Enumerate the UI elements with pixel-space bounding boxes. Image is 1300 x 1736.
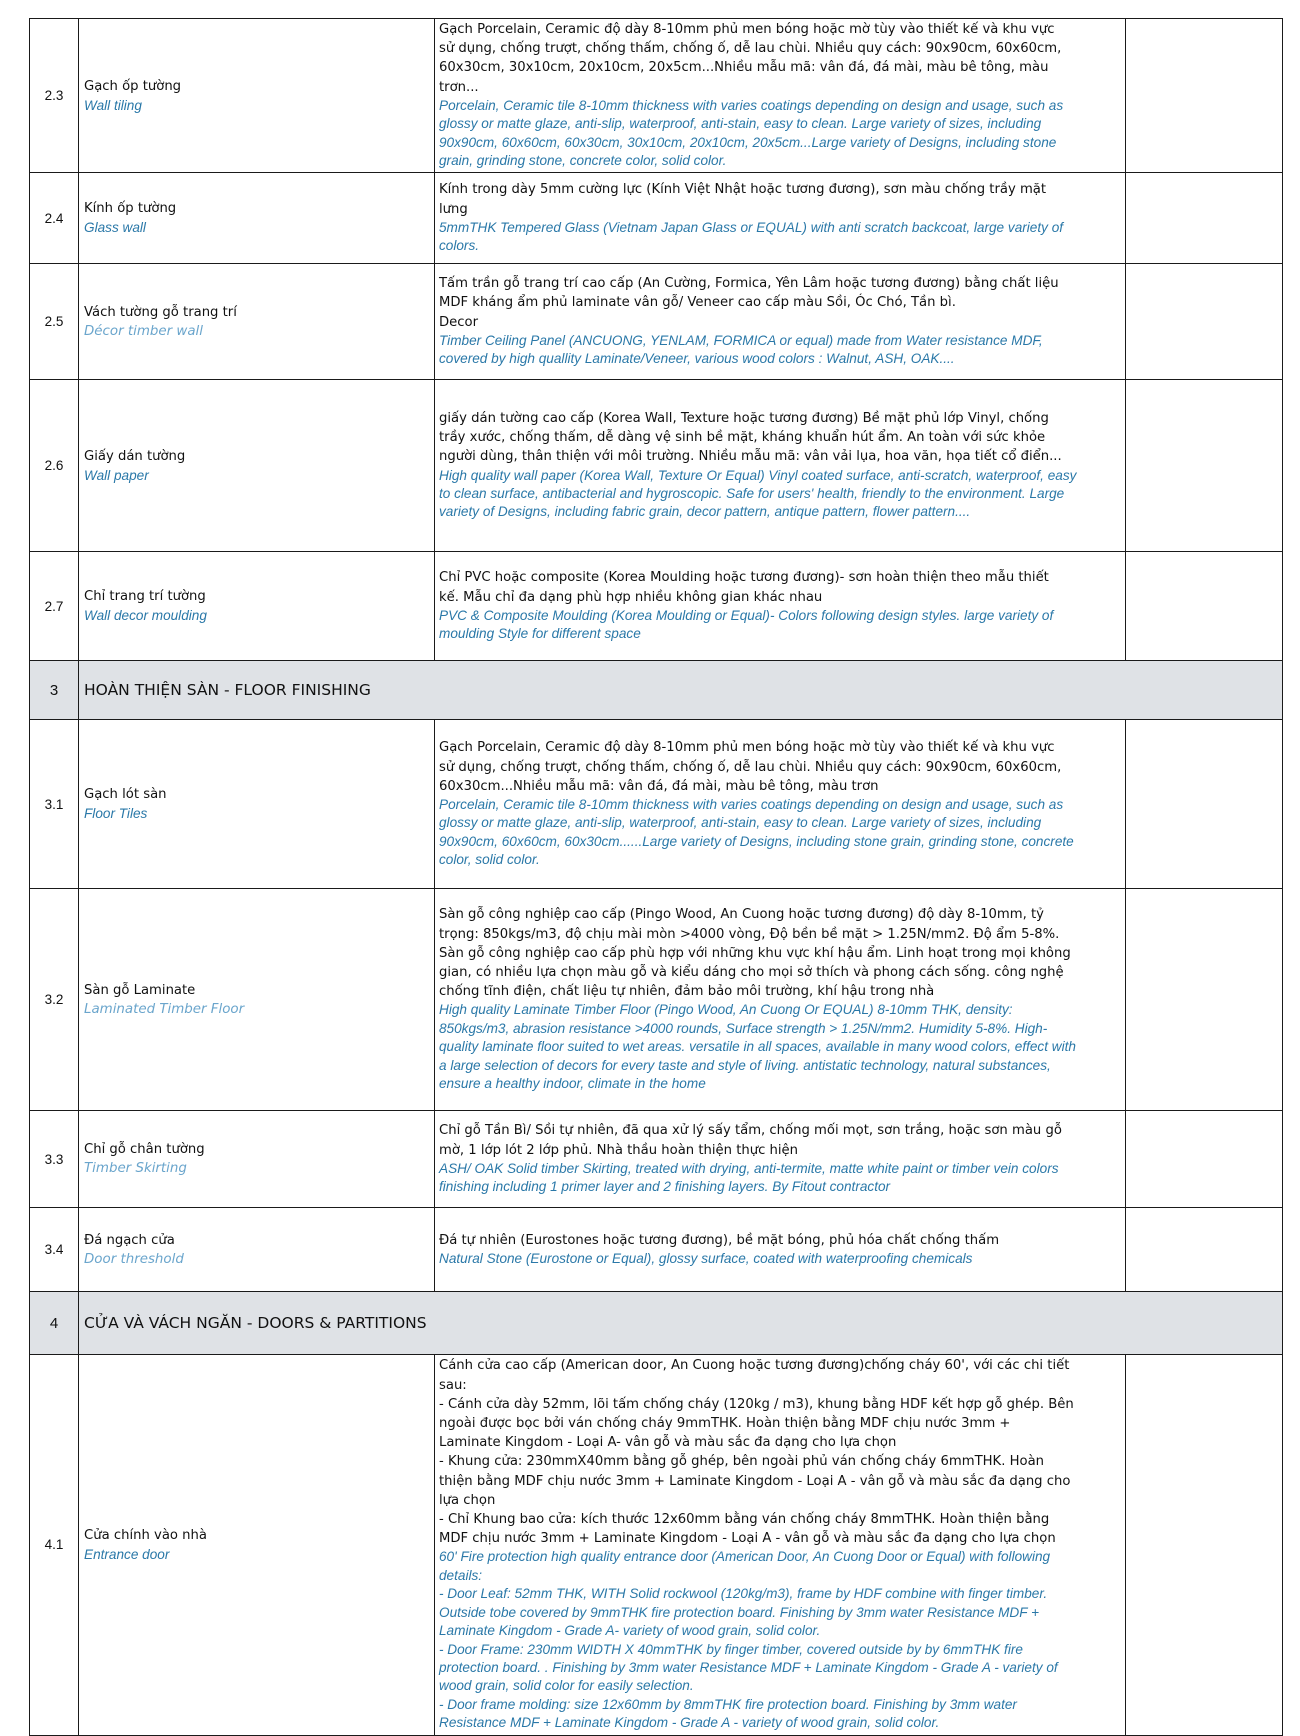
description-vn <box>439 738 1121 796</box>
description-line: Gạch Porcelain, Ceramic độ dày 8-10mm phủ men bóng hoặc mờ tùy vào thiết kế và khu vực <box>439 22 1055 37</box>
item-description <box>435 1111 1126 1208</box>
section-number: 4 <box>30 1292 79 1355</box>
item-name-cell <box>79 264 435 380</box>
description-line: MDF kháng ẩm phủ laminate vân gỗ/ Veneer cao cấp màu Sồi, Óc Chó, Tần bì. <box>439 295 956 311</box>
item-number: 3.3 <box>30 1111 79 1208</box>
description-en <box>439 607 1121 644</box>
item-number: 2.7 <box>30 552 79 661</box>
item-description <box>435 1208 1126 1292</box>
description-line: Sàn gỗ công nghiệp cao cấp phù hợp với những khu vực khí hậu ẩm. Linh hoạt trong mọi không <box>439 945 1071 961</box>
description-vn <box>439 20 1121 97</box>
description-line: finishing including 1 primer layer and 2 finishing layers. By Fitout contractor <box>439 1179 891 1195</box>
description-en <box>439 332 1121 369</box>
section-header-row <box>30 1292 1283 1355</box>
description-vn <box>439 1356 1121 1548</box>
description-line: trầy xước, chống thấm, dễ dàng vệ sinh bề mặt, kháng khuẩn hút ẩm. An toàn với sức khỏe <box>439 430 1046 446</box>
item-name-cell <box>79 1208 435 1292</box>
description-line: trơn... <box>439 79 479 95</box>
description-line: Timber Ceiling Panel (ANCUONG, YENLAM, FORMICA or equal) made from Water resistance MDF, <box>439 332 1043 348</box>
spec-row <box>30 720 1283 889</box>
description-line: covered by high quallity Laminate/Veneer, various wood colors : Walnut, ASH, OAK.... <box>439 351 955 367</box>
note-cell <box>1126 1111 1283 1208</box>
description-en <box>439 1001 1121 1093</box>
description-line: 5mmTHK Tempered Glass (Vietnam Japan Glass or EQUAL) with anti scratch backcoat, large variety of <box>439 219 1064 235</box>
description-line: glossy or matte glaze, anti-slip, waterproof, anti-stain, easy to clean. Large variety of sizes, including <box>439 815 1042 831</box>
description-line: High quality Laminate Timber Floor (Pingo Wood, An Cuong Or EQUAL) 8-10mm THK, density: <box>439 1002 1013 1018</box>
description-en <box>439 97 1121 171</box>
description-line: lưng <box>439 201 468 217</box>
spec-row <box>30 173 1283 264</box>
item-name-vn: Kính ốp tường <box>84 201 177 217</box>
description-en <box>439 1160 1121 1197</box>
item-name-cell <box>79 720 435 889</box>
description-vn <box>439 1121 1121 1159</box>
description-line: variety of Designs, including fabric grain, decor pattern, antique pattern, flower pattern.... <box>439 504 971 520</box>
item-name-en: Floor Tiles <box>84 806 148 822</box>
item-description <box>435 264 1126 380</box>
description-line: - Door Frame: 230mm WIDTH X 40mmTHK by finger timber, covered outside by by 6mmTHK fire <box>439 1641 1023 1657</box>
description-line: Resistance MDF + Laminate Kingdom - Grade A - variety of wood grain, solid color. <box>439 1715 940 1731</box>
note-cell <box>1126 889 1283 1111</box>
description-line: 60' Fire protection high quality entrance door (American Door, An Cuong Door or Equal) with following <box>439 1549 1051 1565</box>
description-line: Chỉ PVC hoặc composite (Korea Moulding hoặc tương đương)- sơn hoàn thiện theo mẫu thiết <box>439 570 1049 586</box>
description-line: Decor <box>439 314 479 330</box>
spec-row <box>30 380 1283 552</box>
item-name-en: Glass wall <box>84 220 146 236</box>
description-line: ngoài được bọc bởi ván chống cháy 9mmTHK. Hoàn thiện bằng MDF chịu nước 3mm + <box>439 1416 1011 1432</box>
description-line: wood grain, solid color for easily selection. <box>439 1678 694 1694</box>
description-line: ensure a healthy indoor, climate in the home <box>439 1076 706 1092</box>
description-en <box>439 1250 1121 1268</box>
item-name-vn: Chỉ gỗ chân tường <box>84 1142 205 1158</box>
description-vn <box>439 409 1121 467</box>
section-number: 3 <box>30 661 79 720</box>
description-line: Cánh cửa cao cấp (American door, An Cuong hoặc tương đương)chống cháy 60', với các chi tiết <box>439 1358 1070 1374</box>
description-line: người dùng, thân thiện với môi trường. Nhiều mẫu mã: vân vải lụa, hoa văn, họa tiết cổ điển... <box>439 449 1062 465</box>
note-cell <box>1126 1208 1283 1292</box>
item-name-en: Wall decor moulding <box>84 608 207 624</box>
description-line: - Door Leaf: 52mm THK, WITH Solid rockwool (120kg/m3), frame by HDF combine with finger timber. <box>439 1586 1048 1602</box>
item-name-cell <box>79 889 435 1111</box>
item-description <box>435 889 1126 1111</box>
item-number: 4.1 <box>30 1355 79 1735</box>
item-description <box>435 720 1126 889</box>
item-name-cell <box>79 173 435 264</box>
description-en <box>439 1548 1121 1732</box>
note-cell <box>1126 552 1283 661</box>
note-cell <box>1126 264 1283 380</box>
description-line: ASH/ OAK Solid timber Skirting, treated with drying, anti-termite, matte white paint or timber vein colors <box>439 1160 1059 1176</box>
description-line: trọng: 850kgs/m3, độ chịu mài mòn >4000 vòng, Độ bền bề mặt > 1.25N/mm2. Độ ẩm 5-8%. <box>439 926 1060 942</box>
spec-row <box>30 889 1283 1111</box>
item-number: 3.1 <box>30 720 79 889</box>
item-name-cell <box>79 19 435 173</box>
description-line: lựa chọn <box>439 1492 496 1508</box>
description-vn <box>439 905 1121 1001</box>
description-en <box>439 796 1121 870</box>
spec-row <box>30 264 1283 380</box>
item-name-en: Laminated Timber Floor <box>84 1001 245 1017</box>
item-name-vn: Đá ngạch cửa <box>84 1232 175 1248</box>
spec-sheet <box>29 18 1282 1736</box>
description-line: 90x90cm, 60x60cm, 60x30cm......Large variety of Designs, including stone grain, grinding stone, concrete <box>439 833 1074 849</box>
description-line: kế. Mẫu chỉ đa dạng phù hợp nhiều không gian khác nhau <box>439 589 823 605</box>
description-line: glossy or matte glaze, anti-slip, waterproof, anti-stain, easy to clean. Large variety of sizes, including <box>439 116 1042 132</box>
section-title: CỬA VÀ VÁCH NGĂN - DOORS & PARTITIONS <box>79 1292 1283 1355</box>
item-name-cell <box>79 1355 435 1735</box>
item-name-vn: Gạch ốp tường <box>84 78 182 94</box>
spec-row <box>30 552 1283 661</box>
description-en <box>439 219 1121 256</box>
item-name-vn: Sàn gỗ Laminate <box>84 982 196 998</box>
description-line: gian, có nhiều lựa chọn màu gỗ và kiểu dáng cho mọi sở thích và phong cách sống. công nghệ <box>439 965 1064 981</box>
item-name-vn: Chỉ trang trí tường <box>84 589 206 605</box>
description-line: sử dụng, chống trượt, chống thấm, chống ố, dễ lau chùi. Nhiều quy cách: 90x90cm, 60x60cm, <box>439 41 1062 57</box>
description-line: protection board. . Finishing by 3mm water Resistance MDF + Laminate Kingdom - Grade A - variety of <box>439 1659 1058 1675</box>
item-name-en: Timber Skirting <box>84 1161 187 1177</box>
description-line: Porcelain, Ceramic tile 8-10mm thickness with varies coatings depending on design and usage, such as <box>439 796 1064 812</box>
description-line: thiện bằng MDF chịu nước 3mm + Laminate Kingdom - Loại A - vân gỗ và màu sắc đa dạng cho <box>439 1473 1071 1489</box>
item-number: 2.5 <box>30 264 79 380</box>
description-vn <box>439 1231 1121 1250</box>
description-line: Natural Stone (Eurostone or Equal), glossy surface, coated with waterproofing chemicals <box>439 1250 973 1266</box>
finishing-spec-table <box>29 18 1283 1736</box>
note-cell <box>1126 1355 1283 1735</box>
description-line: Laminate Kingdom - Grade A- variety of wood grain, solid color. <box>439 1623 821 1639</box>
description-line: Sàn gỗ công nghiệp cao cấp (Pingo Wood, An Cuong hoặc tương đương) độ dày 8-10mm, tỷ <box>439 907 1044 923</box>
description-line: High quality wall paper (Korea Wall, Texture Or Equal) Vinyl coated surface, anti-scratch, waterproof, easy <box>439 467 1077 483</box>
item-name-cell <box>79 380 435 552</box>
description-line: Kính trong dày 5mm cường lực (Kính Việt Nhật hoặc tương đương), sơn màu chống trầy mặt <box>439 182 1047 198</box>
description-line: Đá tự nhiên (Eurostones hoặc tương đương), bề mặt bóng, phủ hóa chất chống thấm <box>439 1232 1000 1248</box>
item-name-vn: Cửa chính vào nhà <box>84 1527 207 1543</box>
description-line: grain, grinding stone, concrete color, solid color. <box>439 153 727 169</box>
description-line: 90x90cm, 60x60cm, 60x30cm, 30x10cm, 20x10cm, 20x5cm...Large variety of Designs, including stone <box>439 134 1057 150</box>
item-name-cell <box>79 1111 435 1208</box>
description-line: chống tĩnh điện, chất liệu tự nhiên, đảm bảo môi trường, khí hậu trong nhà <box>439 984 935 1000</box>
note-cell <box>1126 173 1283 264</box>
description-line: - Khung cửa: 230mmX40mm bằng gỗ ghép, bên ngoài phủ ván chống cháy 6mmTHK. Hoàn <box>439 1454 1045 1470</box>
description-line: PVC & Composite Moulding (Korea Moulding or Equal)- Colors following design styles. large variety of <box>439 607 1054 623</box>
description-line: moulding Style for different space <box>439 626 641 642</box>
description-vn <box>439 568 1121 606</box>
description-line: mờ, 1 lớp lót 2 lớp phủ. Nhà thầu hoàn thiện thực hiện <box>439 1142 799 1158</box>
item-description <box>435 380 1126 552</box>
description-line: giấy dán tường cao cấp (Korea Wall, Texture hoặc tương đương) Bề mặt phủ lớp Vinyl, chống <box>439 411 1049 427</box>
description-line: 850kgs/m3, abrasion resistance >4000 rounds, Surface strength > 1.25N/mm2. Humidity 5-8%. High- <box>439 1020 1048 1036</box>
description-line: quality laminate floor suited to wet areas. versatile in all spaces, available in many wood colors, effect with <box>439 1039 1076 1055</box>
item-number: 2.6 <box>30 380 79 552</box>
item-description <box>435 552 1126 661</box>
description-line: a large selection of decors for every taste and style of living. antistatic technology, natural substances, <box>439 1057 1051 1073</box>
spec-row <box>30 1111 1283 1208</box>
description-line: - Door frame molding: size 12x60mm by 8mmTHK fire protection board. Finishing by 3mm water <box>439 1696 1017 1712</box>
description-line: colors. <box>439 238 480 254</box>
item-number: 3.2 <box>30 889 79 1111</box>
item-name-en: Door threshold <box>84 1251 184 1267</box>
description-line: - Cánh cửa dày 52mm, lõi tấm chống cháy (120kg / m3), khung bằng HDF kết hợp gỗ ghép. Bên <box>439 1396 1074 1412</box>
item-name-en: Wall paper <box>84 467 149 483</box>
description-line: 60x30cm...Nhiều mẫu mã: vân đá, đá mài, màu bê tông, màu trơn <box>439 778 879 794</box>
item-description <box>435 1355 1126 1735</box>
item-number: 2.3 <box>30 19 79 173</box>
note-cell <box>1126 19 1283 173</box>
item-name-en: Décor timber wall <box>84 323 203 339</box>
description-line: details: <box>439 1567 483 1583</box>
description-line: sử dụng, chống trượt, chống thấm, chống ố, dễ lau chùi. Nhiều quy cách: 90x90cm, 60x60cm, <box>439 759 1062 775</box>
description-line: to clean surface, antibacterial and hygroscopic. Safe for users' health, friendly to the environment. Large <box>439 486 1065 502</box>
item-name-en: Entrance door <box>84 1546 170 1562</box>
section-header-row <box>30 661 1283 720</box>
description-line: color, solid color. <box>439 852 540 868</box>
description-line: - Chỉ Khung bao cửa: kích thước 12x60mm bằng ván chống cháy 8mmTHK. Hoàn thiện bằng <box>439 1512 1050 1528</box>
item-name-vn: Vách tường gỗ trang trí <box>84 304 237 320</box>
spec-row <box>30 1208 1283 1292</box>
item-name-vn: Giấy dán tường <box>84 448 186 464</box>
item-name-en: Wall tiling <box>84 97 142 113</box>
note-cell <box>1126 720 1283 889</box>
description-en <box>439 467 1121 522</box>
description-line: MDF chịu nước 3mm + Laminate Kingdom - Loại A - vân gỗ và màu sắc đa dạng cho lựa chọn <box>439 1531 1056 1547</box>
item-number: 3.4 <box>30 1208 79 1292</box>
item-name-vn: Gạch lót sàn <box>84 787 167 803</box>
description-vn <box>439 180 1121 218</box>
description-line: Outside tobe covered by 9mmTHK fire protection board. Finishing by 3mm water Resistance MDF + <box>439 1604 1040 1620</box>
description-line: Tấm trần gỗ trang trí cao cấp (An Cường, Formica, Yên Lâm hoặc tương đương) bằng chất liệu <box>439 276 1059 292</box>
description-line: Laminate Kingdom - Loại A- vân gỗ và màu sắc đa dạng cho lựa chọn <box>439 1435 897 1451</box>
item-name-cell <box>79 552 435 661</box>
spec-row <box>30 19 1283 173</box>
description-line: sau: <box>439 1377 467 1393</box>
note-cell <box>1126 380 1283 552</box>
spec-row <box>30 1355 1283 1735</box>
description-line: Chỉ gỗ Tần Bì/ Sồi tự nhiên, đã qua xử lý sấy tẩm, chống mối mọt, sơn trắng, hoặc sơn màu gỗ <box>439 1123 1062 1139</box>
section-title: HOÀN THIỆN SÀN - FLOOR FINISHING <box>79 661 1283 720</box>
description-line: Gạch Porcelain, Ceramic độ dày 8-10mm phủ men bóng hoặc mờ tùy vào thiết kế và khu vực <box>439 740 1055 756</box>
item-description <box>435 19 1126 173</box>
description-line: Porcelain, Ceramic tile 8-10mm thickness with varies coatings depending on design and usage, such as <box>439 97 1064 113</box>
item-description <box>435 173 1126 264</box>
description-vn <box>439 274 1121 332</box>
description-line: 60x30cm, 30x10cm, 20x10cm, 20x5cm...Nhiều mẫu mã: vân đá, đá mài, màu bê tông, màu <box>439 60 1049 76</box>
item-number: 2.4 <box>30 173 79 264</box>
